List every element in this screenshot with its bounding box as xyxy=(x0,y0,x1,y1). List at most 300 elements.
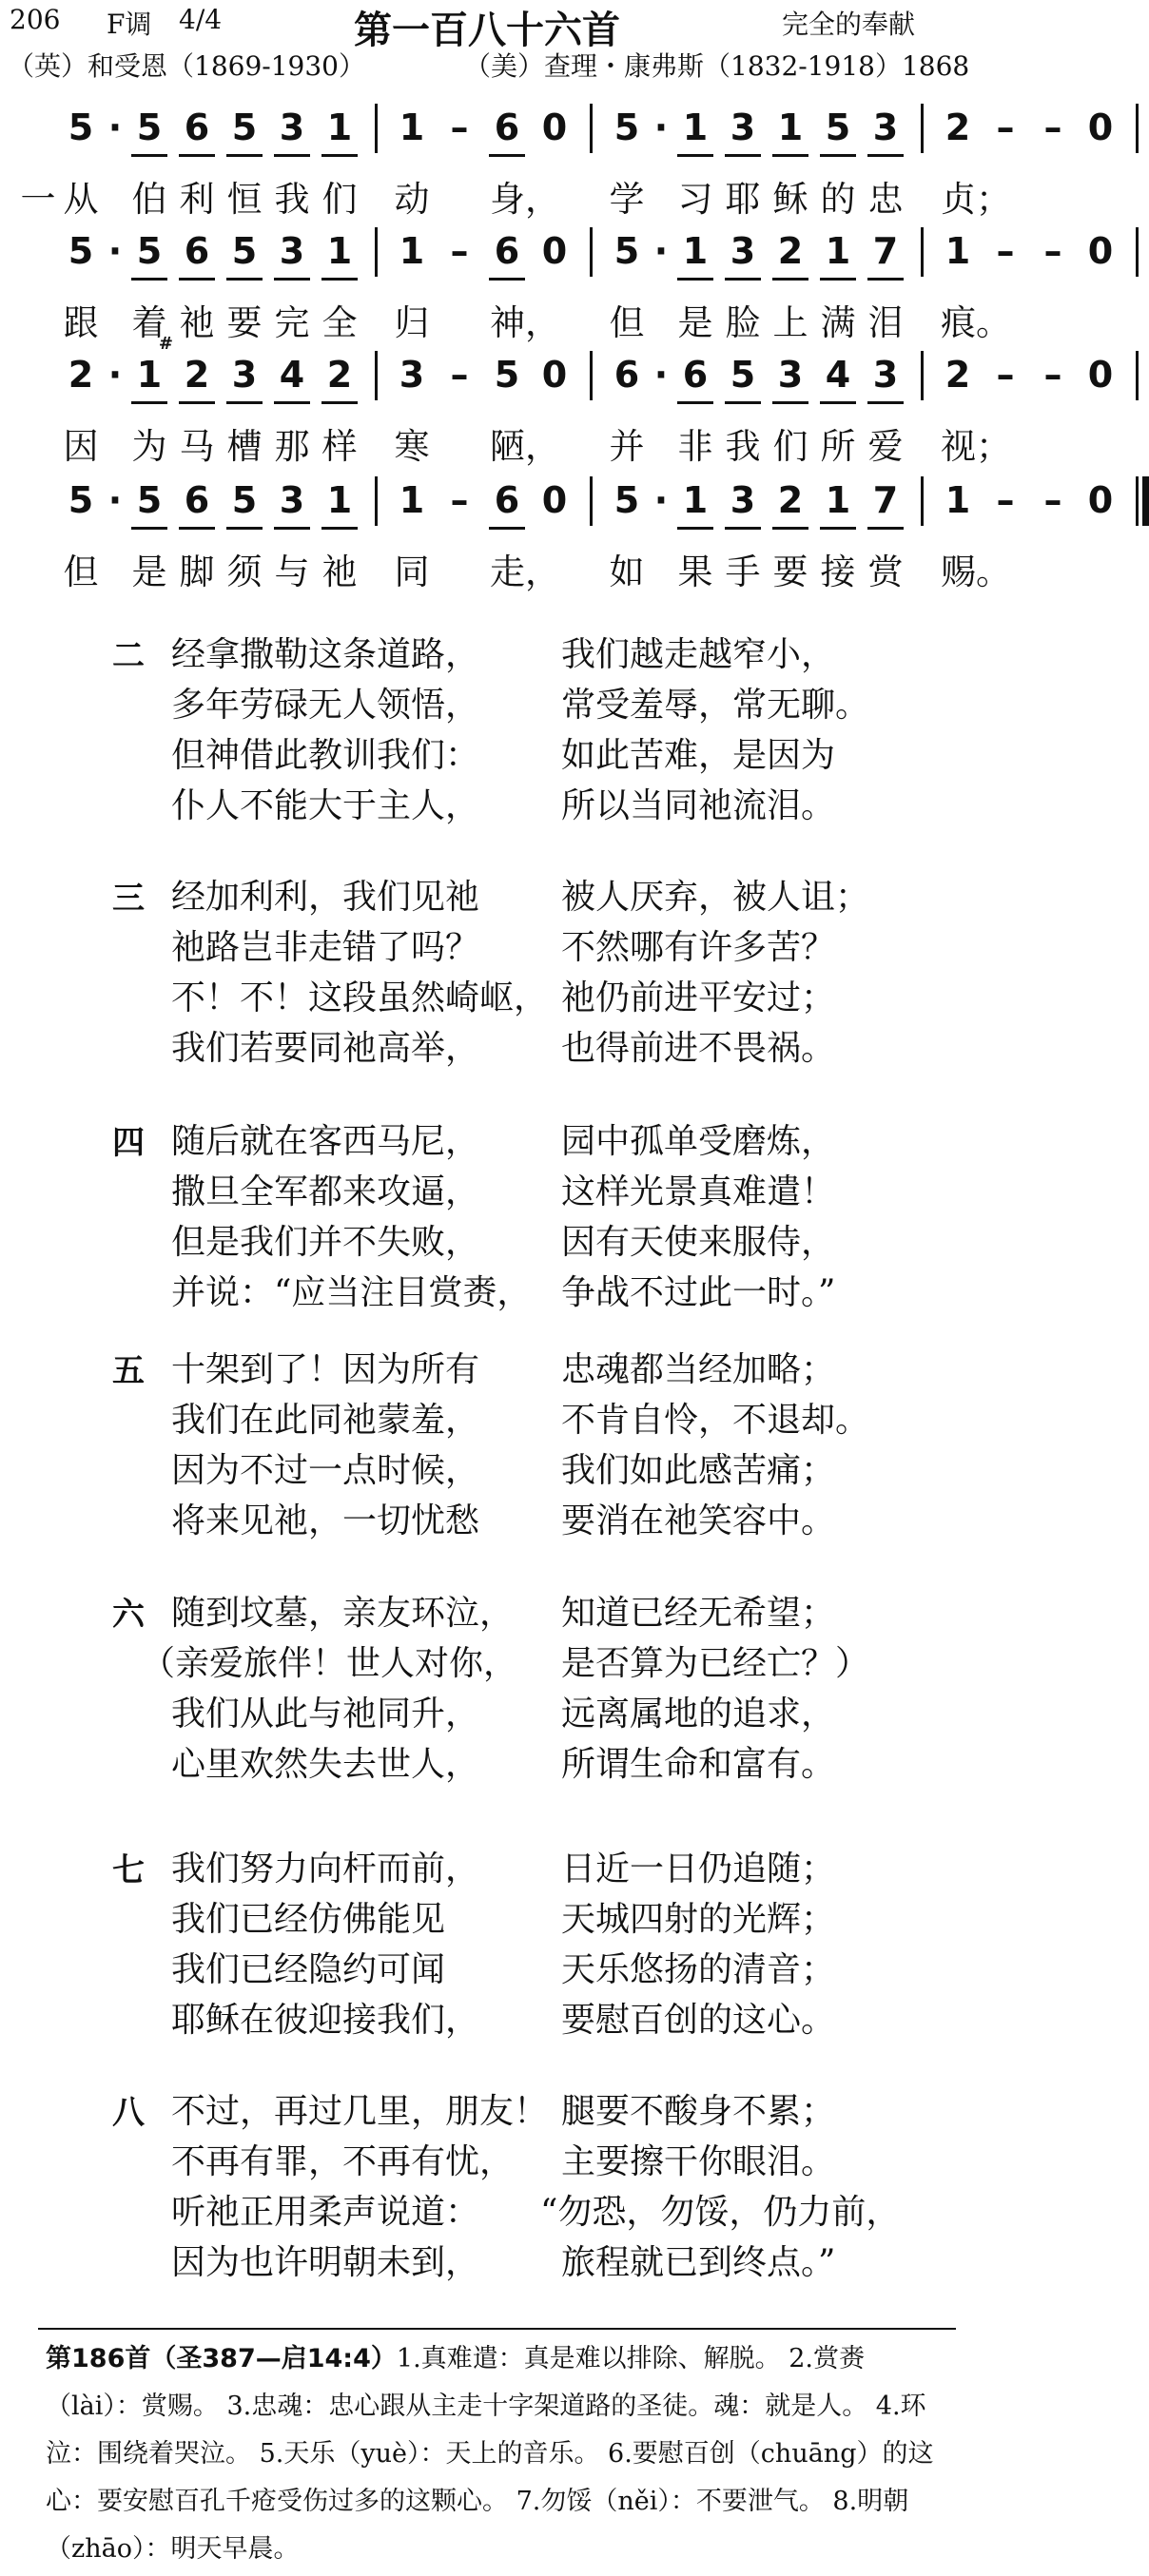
verse-line-left: 并说：“应当注目赏赉， xyxy=(171,1273,532,1312)
lyric-syllable: 上 xyxy=(772,302,808,343)
verse-line-left: 听祂正用柔声说道： xyxy=(171,2193,480,2232)
dot-mark xyxy=(651,223,672,279)
note-symbol: 1 xyxy=(682,479,709,521)
score-line xyxy=(57,334,1114,471)
dash-mark xyxy=(1029,100,1077,155)
note-symbol: 3 xyxy=(777,354,804,396)
note-symbol: – xyxy=(996,107,1015,148)
note xyxy=(934,223,982,279)
note-symbol: 1 xyxy=(136,354,163,396)
verse-line-right: 所以当同祂流泪。 xyxy=(561,786,836,825)
verse-line-left: 但是我们并不失败， xyxy=(171,1223,480,1262)
dot-mark xyxy=(651,100,672,155)
verse-number: 一 xyxy=(20,179,56,220)
dot-mark xyxy=(105,100,126,155)
note-symbol: 1 xyxy=(945,230,971,272)
note xyxy=(814,347,862,402)
note-symbol: · xyxy=(107,107,123,148)
lyric-syllable: 耶 xyxy=(725,179,761,220)
note-symbol: 5 xyxy=(730,354,756,396)
note xyxy=(126,473,173,528)
note-symbol: 0 xyxy=(541,230,568,272)
note-symbol: 0 xyxy=(1087,354,1114,396)
lyric-syllable: 与 xyxy=(274,552,310,592)
verse-number: 八 xyxy=(112,2094,145,2132)
note-symbol: 5 xyxy=(68,230,94,272)
lyric-syllable: 伯 xyxy=(131,179,167,220)
note-symbol: · xyxy=(107,354,123,396)
note-symbol: · xyxy=(653,230,669,272)
lyric-syllable: 马 xyxy=(179,426,215,467)
dot-mark xyxy=(651,347,672,402)
note-symbol: 1 xyxy=(682,107,709,148)
note-symbol: 4 xyxy=(825,354,851,396)
footnote-label: 第186首 xyxy=(46,2344,151,2373)
note-symbol: 3 xyxy=(872,107,899,148)
note xyxy=(672,347,719,402)
lyric-syllable: 归 xyxy=(394,302,430,343)
note-symbol: – xyxy=(1043,354,1062,396)
lyric-syllable: 贞； xyxy=(941,179,1011,220)
note-symbol: 0 xyxy=(541,354,568,396)
lyric-syllable: 们 xyxy=(772,426,808,467)
bar-line xyxy=(1136,104,1139,153)
note xyxy=(814,100,862,155)
verse-line-left: 我们若要同祂高举， xyxy=(171,1029,480,1068)
score-line xyxy=(57,223,1114,347)
note-symbol: 5 xyxy=(825,107,851,148)
verse-line-right: 要慰百创的这心。 xyxy=(561,2001,836,2040)
note xyxy=(221,473,268,528)
note-symbol: 1 xyxy=(945,479,971,521)
verse-line-right: 旅程就已到终点。” xyxy=(561,2243,836,2282)
note-symbol: 3 xyxy=(279,230,305,272)
note xyxy=(316,100,363,155)
note-symbol: – xyxy=(450,479,469,521)
verse-line-right: 天城四射的光辉； xyxy=(561,1900,836,1939)
composer-credit: （美）查理・康弗斯（1832-1918）1868 xyxy=(464,50,970,82)
verse-line-right: 被人厌弃，被人诅； xyxy=(561,878,870,917)
note xyxy=(1077,473,1124,528)
lyric-syllable: 脸 xyxy=(725,302,761,343)
note-symbol: 5 xyxy=(613,107,640,148)
footnote-text: 1.真难遣：真是难以排除、解脱。 2.赏赉（lài）：赏赐。 3.忠魂：忠心跟从主走十字架道路的圣徒。魂：就是人。 4.环泣：围绕着哭泣。 5.天乐（yuè）：天上的音乐。 6.要慰百创（chuāng）的这心：要安慰百孔千疮受伤过多的这颗心。 7.勿馁（něi）：不要泄气。 8.明朝（zhāo）：明天早晨。 xyxy=(46,2344,934,2564)
note-symbol: – xyxy=(996,230,1015,272)
note-symbol: 5 xyxy=(68,107,94,148)
lyric-syllable: 赏 xyxy=(867,552,904,592)
note xyxy=(719,473,767,528)
verse-line-right: 主要擦干你眼泪。 xyxy=(561,2142,836,2181)
verse-line-right: 所谓生命和富有。 xyxy=(561,1745,836,1784)
lyric-syllable: 那 xyxy=(274,426,310,467)
note-symbol: 2 xyxy=(945,107,971,148)
note xyxy=(603,347,651,402)
note-symbol: 0 xyxy=(1087,479,1114,521)
lyric-syllable: 视； xyxy=(941,426,1011,467)
note-symbol: 3 xyxy=(872,354,899,396)
lyric-syllable: 赐。 xyxy=(941,552,1011,592)
note-symbol: · xyxy=(653,107,669,148)
bar-line xyxy=(590,227,593,277)
note xyxy=(719,100,767,155)
verse-line-right: 如此苦难，是因为 xyxy=(561,736,836,775)
note-symbol: 5 xyxy=(613,479,640,521)
verse-line-right: 天乐悠扬的清音； xyxy=(561,1950,836,1989)
lyric-syllable: 槽 xyxy=(226,426,263,467)
dash-mark xyxy=(436,473,483,528)
verse-line-right: 争战不过此一时。” xyxy=(561,1273,836,1312)
lyric-syllable: 果 xyxy=(677,552,713,592)
lyric-syllable: 同 xyxy=(394,552,430,592)
note-symbol: 2 xyxy=(326,354,353,396)
lyric-syllable: 非 xyxy=(677,426,713,467)
lyric-syllable: 但 xyxy=(609,302,645,343)
note-symbol: 2 xyxy=(68,354,94,396)
lyric-syllable: 忠 xyxy=(867,179,904,220)
note xyxy=(814,223,862,279)
note-symbol: 5 xyxy=(494,354,520,396)
note-symbol: – xyxy=(996,479,1015,521)
note-symbol: 1 xyxy=(777,107,804,148)
notation-row xyxy=(57,100,1114,166)
lyric-syllable: 满 xyxy=(820,302,856,343)
note xyxy=(173,473,221,528)
verse-line-left: 我们已经仿佛能见 xyxy=(171,1900,446,1939)
lyric-syllable: 如 xyxy=(609,552,645,592)
dash-mark xyxy=(436,223,483,279)
note-symbol: 6 xyxy=(494,107,520,148)
lyric-syllable: 祂 xyxy=(321,552,358,592)
verse-line-left: 十架到了！因为所有 xyxy=(171,1350,480,1389)
verse-line-right: 这样光景真难遣！ xyxy=(561,1172,836,1211)
note xyxy=(862,223,909,279)
lyric-syllable: 要 xyxy=(772,552,808,592)
note-symbol: 6 xyxy=(682,354,709,396)
verse-line-left: 仆人不能大于主人， xyxy=(171,786,480,825)
note xyxy=(672,100,719,155)
note xyxy=(57,347,105,402)
lyric-syllable: 我 xyxy=(274,179,310,220)
note xyxy=(862,100,909,155)
note-symbol: · xyxy=(107,230,123,272)
note-symbol: 0 xyxy=(1087,230,1114,272)
time-signature: 4/4 xyxy=(179,4,223,35)
note xyxy=(531,347,578,402)
note xyxy=(316,347,363,402)
note-symbol: 5 xyxy=(613,230,640,272)
lyric-row xyxy=(20,170,1011,220)
lyric-syllable: 是 xyxy=(131,552,167,592)
lyric-syllable: 神， xyxy=(490,302,560,343)
note xyxy=(316,223,363,279)
note xyxy=(126,100,173,155)
note xyxy=(814,473,862,528)
note xyxy=(767,347,814,402)
note-symbol: 0 xyxy=(541,107,568,148)
note xyxy=(268,347,316,402)
lyricist-credit: （英）和受恩（1869-1930） xyxy=(8,50,365,82)
lyric-syllable: 们 xyxy=(321,179,358,220)
verse-line-left: 我们努力向杆而前， xyxy=(171,1850,480,1888)
verse-number: 三 xyxy=(112,880,145,918)
bar-line xyxy=(1136,227,1139,277)
note xyxy=(862,347,909,402)
verse-line-right: “勿恐，勿馁，仍力前， xyxy=(540,2193,901,2232)
lyric-syllable: 学 xyxy=(609,179,645,220)
verse-line-left: 我们在此同祂蒙羞， xyxy=(171,1401,480,1440)
note-symbol: · xyxy=(653,479,669,521)
note xyxy=(934,473,982,528)
verse-line-right: 因有天使来服侍， xyxy=(561,1223,836,1262)
note xyxy=(767,473,814,528)
note xyxy=(173,223,221,279)
note xyxy=(672,473,719,528)
verse-line-left: 但神借此教训我们： xyxy=(171,736,480,775)
note-symbol: 2 xyxy=(777,230,804,272)
note-symbol: 2 xyxy=(777,479,804,521)
verse-line-right: 祂仍前进平安过； xyxy=(561,978,836,1017)
note xyxy=(173,100,221,155)
footnote-reference: （圣387—启14:4） xyxy=(150,2344,397,2373)
note xyxy=(531,100,578,155)
notation-row xyxy=(57,334,1114,414)
verse-line-right: 要消在祂笑容中。 xyxy=(561,1501,836,1540)
lyric-syllable: 但 xyxy=(63,552,99,592)
note-symbol: 6 xyxy=(184,230,210,272)
section-title: 完全的奉献 xyxy=(782,9,916,40)
lyric-syllable: 手 xyxy=(725,552,761,592)
verse-line-left: 撒旦全军都来攻逼， xyxy=(171,1172,480,1211)
verse-line-right: 不肯自怜，不退却。 xyxy=(561,1401,870,1440)
note-symbol: 3 xyxy=(399,354,425,396)
bar-line xyxy=(921,227,924,277)
verse-line-left: 因为不过一点时候， xyxy=(171,1451,480,1490)
note xyxy=(1077,100,1124,155)
dot-mark xyxy=(105,473,126,528)
note-symbol: 6 xyxy=(184,479,210,521)
verse-line-right: 园中孤单受磨炼， xyxy=(561,1122,836,1161)
note xyxy=(221,223,268,279)
note-symbol: 3 xyxy=(730,107,756,148)
bar-line xyxy=(375,104,378,153)
lyric-syllable: 泪 xyxy=(867,302,904,343)
note xyxy=(483,223,531,279)
lyric-syllable: 脚 xyxy=(179,552,215,592)
note xyxy=(719,223,767,279)
dash-mark xyxy=(982,223,1029,279)
key-signature: F调 xyxy=(107,9,152,40)
lyric-syllable: 是 xyxy=(677,302,713,343)
note xyxy=(57,100,105,155)
dash-mark xyxy=(436,100,483,155)
lyric-syllable: 全 xyxy=(321,302,358,343)
verse-line-right: 也得前进不畏祸。 xyxy=(561,1029,836,1068)
lyric-syllable: 恒 xyxy=(226,179,263,220)
note xyxy=(603,100,651,155)
verse-line-right: 是否算为已经亡？） xyxy=(561,1644,870,1683)
note xyxy=(719,347,767,402)
bar-line xyxy=(921,104,924,153)
note-symbol: 1 xyxy=(326,230,353,272)
bar-line xyxy=(590,351,593,400)
footnote-divider xyxy=(38,2328,956,2330)
final-bar-line xyxy=(1142,476,1149,526)
note xyxy=(388,100,436,155)
verse-line-left: 心里欢然失去世人， xyxy=(171,1745,480,1784)
sharp-sign: # xyxy=(158,334,173,354)
lyric-row xyxy=(57,543,1011,592)
note-symbol: 0 xyxy=(1087,107,1114,148)
verse-line-left: 随到坟墓，亲友环泣， xyxy=(171,1594,515,1633)
note-symbol: 7 xyxy=(872,479,899,521)
score-line xyxy=(20,100,1114,223)
bar-line xyxy=(375,351,378,400)
verse-line-left: 不！不！这段虽然崎岖， xyxy=(171,978,549,1017)
note xyxy=(531,473,578,528)
note xyxy=(603,223,651,279)
lyric-syllable: 稣 xyxy=(772,179,808,220)
lyric-row xyxy=(57,294,1011,343)
note xyxy=(126,334,173,402)
lyric-syllable: 样 xyxy=(321,426,358,467)
note-symbol: 3 xyxy=(231,354,258,396)
footnotes xyxy=(46,2335,959,2573)
note-symbol: 5 xyxy=(136,479,163,521)
lyric-syllable: 为 xyxy=(131,426,167,467)
verse-line-right: 我们越走越窄小， xyxy=(561,635,836,674)
verse-number: 五 xyxy=(112,1352,145,1390)
note-symbol: – xyxy=(1043,479,1062,521)
note xyxy=(934,347,982,402)
note-symbol: 2 xyxy=(945,354,971,396)
verse-number: 二 xyxy=(112,637,145,675)
note-symbol: · xyxy=(107,479,123,521)
lyric-syllable: 跟 xyxy=(63,302,99,343)
verse-line-right: 不然哪有许多苦？ xyxy=(561,928,836,967)
verse-line-left: 因为也许明朝未到， xyxy=(171,2243,480,2282)
note-symbol: – xyxy=(450,107,469,148)
bar-line xyxy=(1136,351,1139,400)
lyric-syllable: 动 xyxy=(394,179,430,220)
verse-line-left: 将来见祂，一切忧愁 xyxy=(171,1501,480,1540)
note xyxy=(268,100,316,155)
note-symbol: – xyxy=(450,354,469,396)
lyric-syllable: 爱 xyxy=(867,426,904,467)
lyric-syllable: 因 xyxy=(63,426,99,467)
note xyxy=(316,473,363,528)
note-symbol: 1 xyxy=(825,479,851,521)
verse-line-left: 不再有罪，不再有忧， xyxy=(171,2142,515,2181)
note-symbol: 1 xyxy=(399,107,425,148)
verse-number: 六 xyxy=(112,1596,145,1634)
note-symbol: 3 xyxy=(279,107,305,148)
verse-number: 七 xyxy=(112,1851,145,1889)
dash-mark xyxy=(1029,347,1077,402)
bar-line xyxy=(921,351,924,400)
note-symbol: – xyxy=(996,354,1015,396)
note xyxy=(388,223,436,279)
verse-line-left: 经拿撒勒这条道路， xyxy=(171,635,480,674)
note-symbol: 1 xyxy=(326,479,353,521)
score-line xyxy=(57,473,1114,596)
dash-mark xyxy=(436,347,483,402)
note-symbol: 5 xyxy=(68,479,94,521)
lyric-syllable: 走， xyxy=(490,552,560,592)
note xyxy=(767,100,814,155)
note-symbol: 5 xyxy=(136,107,163,148)
page-number: 206 xyxy=(10,4,61,35)
dot-mark xyxy=(105,223,126,279)
note xyxy=(268,223,316,279)
note-symbol: 1 xyxy=(326,107,353,148)
note-symbol: 6 xyxy=(184,107,210,148)
dot-mark xyxy=(651,473,672,528)
lyric-syllable: 完 xyxy=(274,302,310,343)
note-symbol: 5 xyxy=(231,230,258,272)
note xyxy=(388,473,436,528)
note-symbol: 1 xyxy=(825,230,851,272)
verse-line-left: 随后就在客西马尼， xyxy=(171,1122,480,1161)
note xyxy=(173,347,221,402)
note xyxy=(1077,347,1124,402)
lyric-syllable: 着 xyxy=(131,302,167,343)
lyric-syllable: 身， xyxy=(490,179,560,220)
dot-mark xyxy=(105,347,126,402)
lyric-syllable: 习 xyxy=(677,179,713,220)
note-symbol: 7 xyxy=(872,230,899,272)
verse-line-left: 我们已经隐约可闻 xyxy=(171,1950,446,1989)
lyric-syllable: 的 xyxy=(820,179,856,220)
verse-line-right: 远离属地的追求， xyxy=(561,1695,836,1733)
note-symbol: – xyxy=(1043,107,1062,148)
note xyxy=(603,473,651,528)
note xyxy=(268,473,316,528)
note-symbol: 3 xyxy=(279,479,305,521)
verse-line-left: 经加利利，我们见祂 xyxy=(171,878,480,917)
note xyxy=(57,223,105,279)
lyric-syllable: 并 xyxy=(609,426,645,467)
lyric-syllable: 所 xyxy=(820,426,856,467)
note xyxy=(126,223,173,279)
note-symbol: 6 xyxy=(494,230,520,272)
verse-line-right: 腿要不酸身不累； xyxy=(561,2092,836,2131)
note xyxy=(221,100,268,155)
lyric-syllable: 陋， xyxy=(490,426,560,467)
verse-line-right: 日近一日仍追随； xyxy=(561,1850,836,1888)
note-symbol: 0 xyxy=(541,479,568,521)
note-symbol: 5 xyxy=(136,230,163,272)
notation-row xyxy=(57,223,1114,290)
lyric-syllable: 利 xyxy=(179,179,215,220)
verse-line-left: （亲爱旅伴！世人对你， xyxy=(141,1644,518,1683)
lyric-syllable: 我 xyxy=(725,426,761,467)
note xyxy=(483,347,531,402)
note-symbol: 5 xyxy=(231,107,258,148)
verse-line-left: 祂路岂非走错了吗？ xyxy=(171,928,480,967)
note xyxy=(1077,223,1124,279)
verse-line-left: 多年劳碌无人领悟， xyxy=(171,686,480,725)
verse-number: 四 xyxy=(112,1124,145,1162)
note xyxy=(672,223,719,279)
verse-line-right: 知道已经无希望； xyxy=(561,1594,836,1633)
note xyxy=(767,223,814,279)
bar-line xyxy=(590,104,593,153)
bar-line xyxy=(921,476,924,526)
hymn-title: 第一百八十六首 xyxy=(354,9,620,52)
dash-mark xyxy=(982,347,1029,402)
bar-line xyxy=(375,227,378,277)
lyric-syllable: 要 xyxy=(226,302,263,343)
